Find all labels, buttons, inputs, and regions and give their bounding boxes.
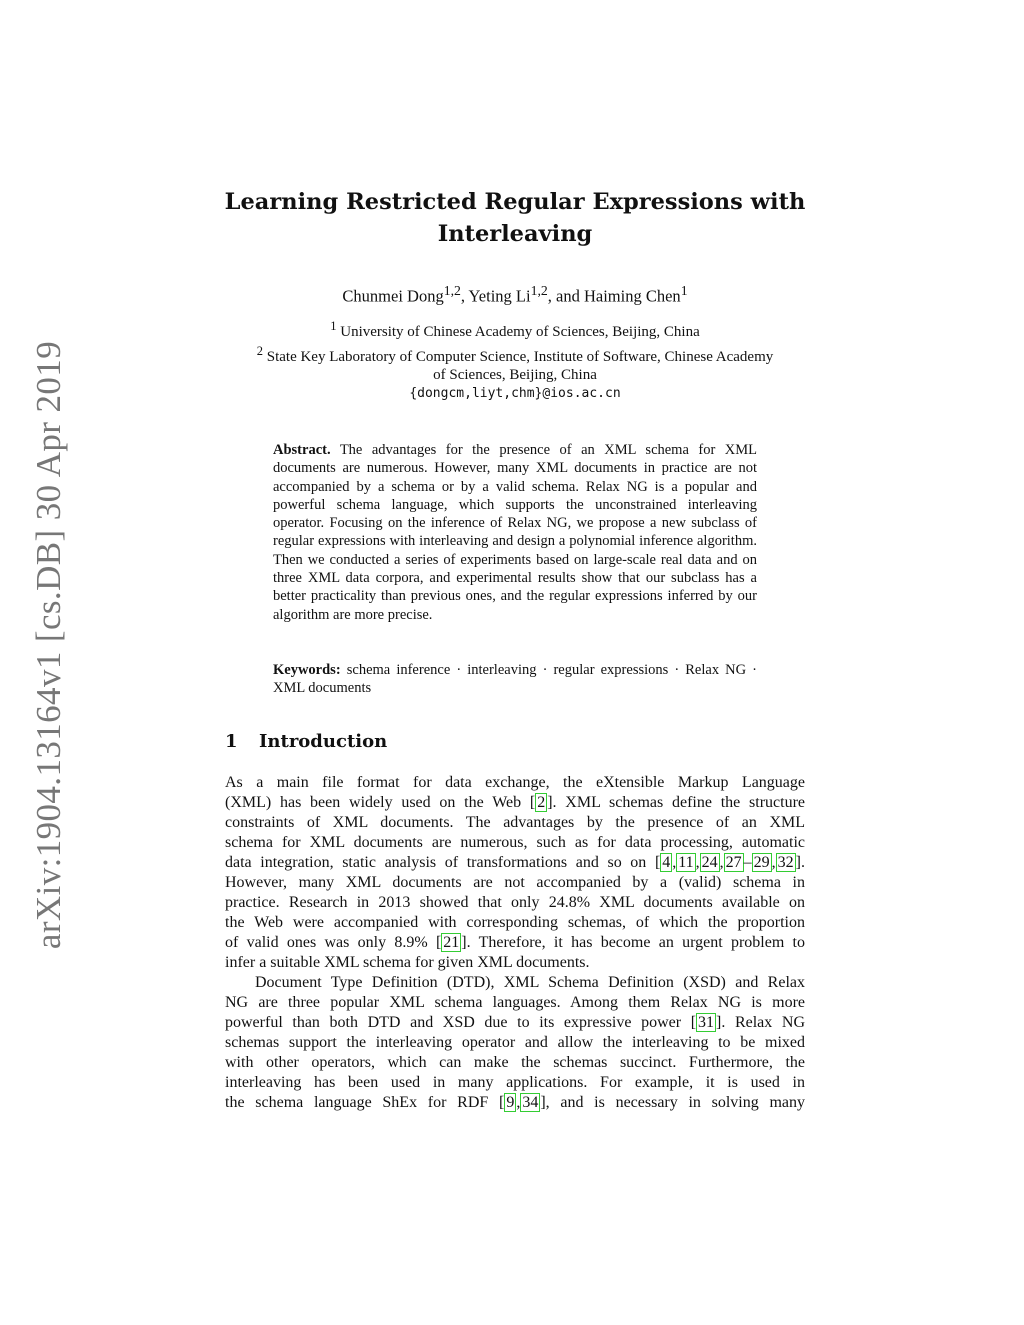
author-separator: , and [547, 286, 584, 306]
abstract [273, 441, 757, 624]
introduction-body [225, 773, 805, 1113]
body-line: NG are three popular XML schema languages. Among them Relax NG is more [225, 994, 805, 1011]
author-superscript: 1 [680, 283, 688, 298]
author-name: Yeting Li [468, 286, 531, 306]
title-line-2: Interleaving [437, 221, 593, 247]
body-line: Document Type Definition (DTD), XML Schema Definition (XSD) and Relax [255, 974, 805, 991]
citation-link[interactable]: 24 [701, 854, 718, 871]
body-line: the schema language ShEx for RDF [ 9 , 34 ], and is necessary in solving many [225, 1094, 805, 1111]
affiliation-text: State Key Laboratory of Computer Science, Institute of Software, Chinese Academy [266, 348, 774, 365]
body-line: of valid ones was only 8.9% [ 21 ]. Therefore, it has become an urgent problem to [225, 934, 805, 951]
section-title: Introduction [259, 731, 388, 752]
affiliation-mark: 2 [256, 343, 263, 358]
citation-link[interactable]: 29 [753, 854, 770, 871]
abstract-text: The advantages for the presence of an XML schema for XML documents are numerous. However, many XML documents in practice are not accompanied by a schema or by a valid schema. Relax NG is a popular and powerful schema language, which supports the unconstrained interleaving operator. Focusing on the inference of Relax NG, we propose a new subclass of regular expressions with interleaving and design a polynomial inference algorithm. Then we conducted a series of experiments based on large-scale real data and on three XML data corpora, and experimental results show that our subclass has a better practicality than previous ones, and the regular expressions inferred by our algorithm are more precise. [273, 442, 757, 623]
citation-link[interactable]: 34 [522, 1094, 539, 1111]
citation-link[interactable]: 31 [698, 1014, 715, 1031]
affiliation-mark: 1 [330, 319, 337, 333]
arxiv-identifier: arXiv:1904.13164v1 [cs.DB] 30 Apr 2019 [29, 340, 68, 950]
body-line: powerful than both DTD and XSD due to its expressive power [ 31 ]. Relax NG [225, 1014, 806, 1031]
affiliation-1 [220, 317, 810, 342]
author-superscript: 1,2 [443, 283, 461, 298]
author-name: Chunmei Dong [342, 286, 444, 306]
body-line: infer a suitable XML schema for given XML documents. [225, 954, 590, 971]
body-line: with other operators, which can make the schemas succinct. Furthermore, the [225, 1054, 805, 1071]
body-line: schema for XML documents are numerous, such as for data processing, automatic [225, 834, 805, 851]
body-line: As a main file format for data exchange, the eXtensible Markup Language [225, 774, 805, 791]
body-line: However, many XML documents are not accompanied by a (valid) schema in [225, 874, 805, 891]
body-line: practice. Research in 2013 showed that only 24.8% XML documents available on [225, 894, 805, 911]
keywords-label: Keywords: [273, 662, 341, 678]
affiliation-2 [220, 342, 810, 367]
body-line: schemas support the interleaving operator and allow the interleaving to be mixed [225, 1034, 805, 1051]
keywords-text: schema inference · interleaving · regular expressions · Relax NG · XML documents [273, 662, 758, 697]
affiliation-text: University of Chinese Academy of Sciences, Beijing, China [340, 324, 700, 340]
citation-link[interactable]: 32 [777, 854, 794, 871]
citation-link[interactable]: 9 [506, 1094, 515, 1111]
body-line: (XML) has been widely used on the Web [ 2 ]. XML schemas define the structure [225, 794, 805, 811]
keywords [273, 661, 757, 698]
author-separator: , [460, 286, 469, 306]
citation-link[interactable]: 27 [725, 854, 742, 871]
email-address: {dongcm,liyt,chm}@ios.ac.cn [409, 385, 621, 401]
title-line-1: Learning Restricted Regular Expressions with [224, 189, 806, 215]
section-heading [225, 731, 387, 752]
body-line: data integration, static analysis of transformations and so on [ 4 , 11 , 24 , 27 – 29 , 32 ]. [225, 854, 805, 871]
author-superscript: 1,2 [530, 283, 548, 298]
affiliation-2-continued: of Sciences, Beijing, China [433, 367, 597, 383]
section-number: 1 [225, 731, 238, 752]
body-line: the Web were accompanied with corresponding schemas, of which the proportion [225, 914, 805, 931]
body-line: interleaving has been used in many applications. For example, it is used in [225, 1074, 805, 1091]
paper-title [200, 186, 830, 250]
citation-link[interactable]: 4 [662, 854, 671, 871]
body-line: constraints of XML documents. The advantages by the presence of an XML [225, 814, 805, 831]
affiliations [220, 317, 810, 403]
citation-link[interactable]: 11 [678, 854, 694, 871]
citation-link[interactable]: 2 [537, 794, 546, 811]
citation-link[interactable]: 21 [443, 934, 460, 951]
author-name: Haiming Chen [583, 286, 681, 306]
author-list [200, 283, 830, 307]
abstract-label: Abstract. [273, 442, 331, 458]
